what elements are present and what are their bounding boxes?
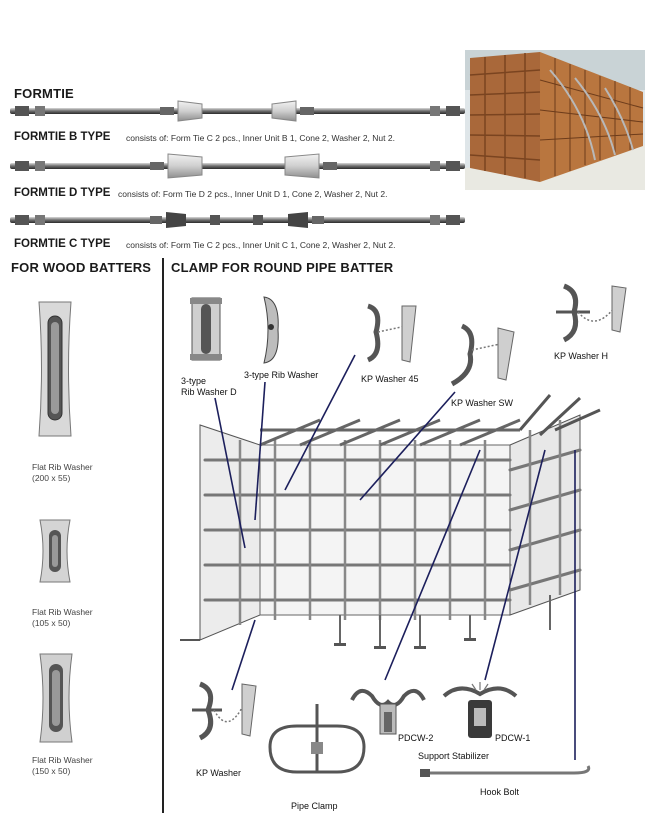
- hook-bolt-image: [418, 762, 594, 784]
- kp-washer-h-label: KP Washer H: [554, 351, 609, 361]
- kp-washer-45-image: [360, 302, 418, 364]
- kp-washer-h-image: [550, 282, 630, 346]
- formtie-b-desc: consists of: Form Tie C 2 pcs., Inner Unit B 1, Cone 2, Washer 2, Nut 2.: [126, 133, 395, 143]
- flat-rib-washer-1-name: Flat Rib Washer: [32, 462, 93, 472]
- kp-washer-45-label: KP Washer 45: [361, 374, 419, 384]
- formtie-title: FORMTIE: [14, 86, 74, 101]
- pipe-clamp-label: Pipe Clamp: [291, 801, 338, 811]
- rib-washer-image: [258, 295, 284, 365]
- formtie-c-name: FORMTIE C TYPE: [14, 238, 111, 250]
- formtie-b-name: FORMTIE B TYPE: [14, 131, 111, 143]
- wood-title: FOR WOOD BATTERS: [11, 260, 152, 275]
- pdcw-2-image: [348, 682, 428, 740]
- pdcw-2-label: PDCW-2: [398, 733, 434, 743]
- rib-washer-label: 3-type Rib Washer: [244, 370, 319, 380]
- formtie-d-name: FORMTIE D TYPE: [14, 187, 111, 199]
- kp-washer-sw-image: [446, 322, 518, 388]
- flat-rib-washer-2-size: (105 x 50): [32, 618, 71, 628]
- kp-washer-sw-label: KP Washer SW: [451, 398, 514, 408]
- flat-rib-washer-2-name: Flat Rib Washer: [32, 607, 93, 617]
- kp-washer-label: KP Washer: [196, 768, 242, 778]
- pdcw-1-label: PDCW-1: [495, 733, 531, 743]
- formtie-d-desc: consists of: Form Tie D 2 pcs., Inner Unit D 1, Cone 2, Washer 2, Nut 2.: [118, 189, 388, 199]
- hook-bolt-label: Hook Bolt: [480, 787, 520, 797]
- rib-washer-d-label-1: 3-type: [181, 376, 207, 386]
- flat-rib-washer-3-name: Flat Rib Washer: [32, 755, 93, 765]
- rib-washer-d-label-2: Rib Washer D: [181, 387, 237, 397]
- flat-rib-washer-1-size: (200 x 55): [32, 473, 71, 483]
- rib-washer-d-image: [190, 296, 222, 362]
- pipe-title: CLAMP FOR ROUND PIPE BATTER: [171, 260, 394, 275]
- formtie-c-desc: consists of: Form Tie C 2 pcs., Inner Unit C 1, Cone 2, Washer 2, Nut 2.: [126, 240, 396, 250]
- flat-rib-washer-3-size: (150 x 50): [32, 766, 71, 776]
- support-stabilizer-label: Support Stabilizer: [418, 751, 490, 761]
- kp-washer-image: [188, 680, 260, 742]
